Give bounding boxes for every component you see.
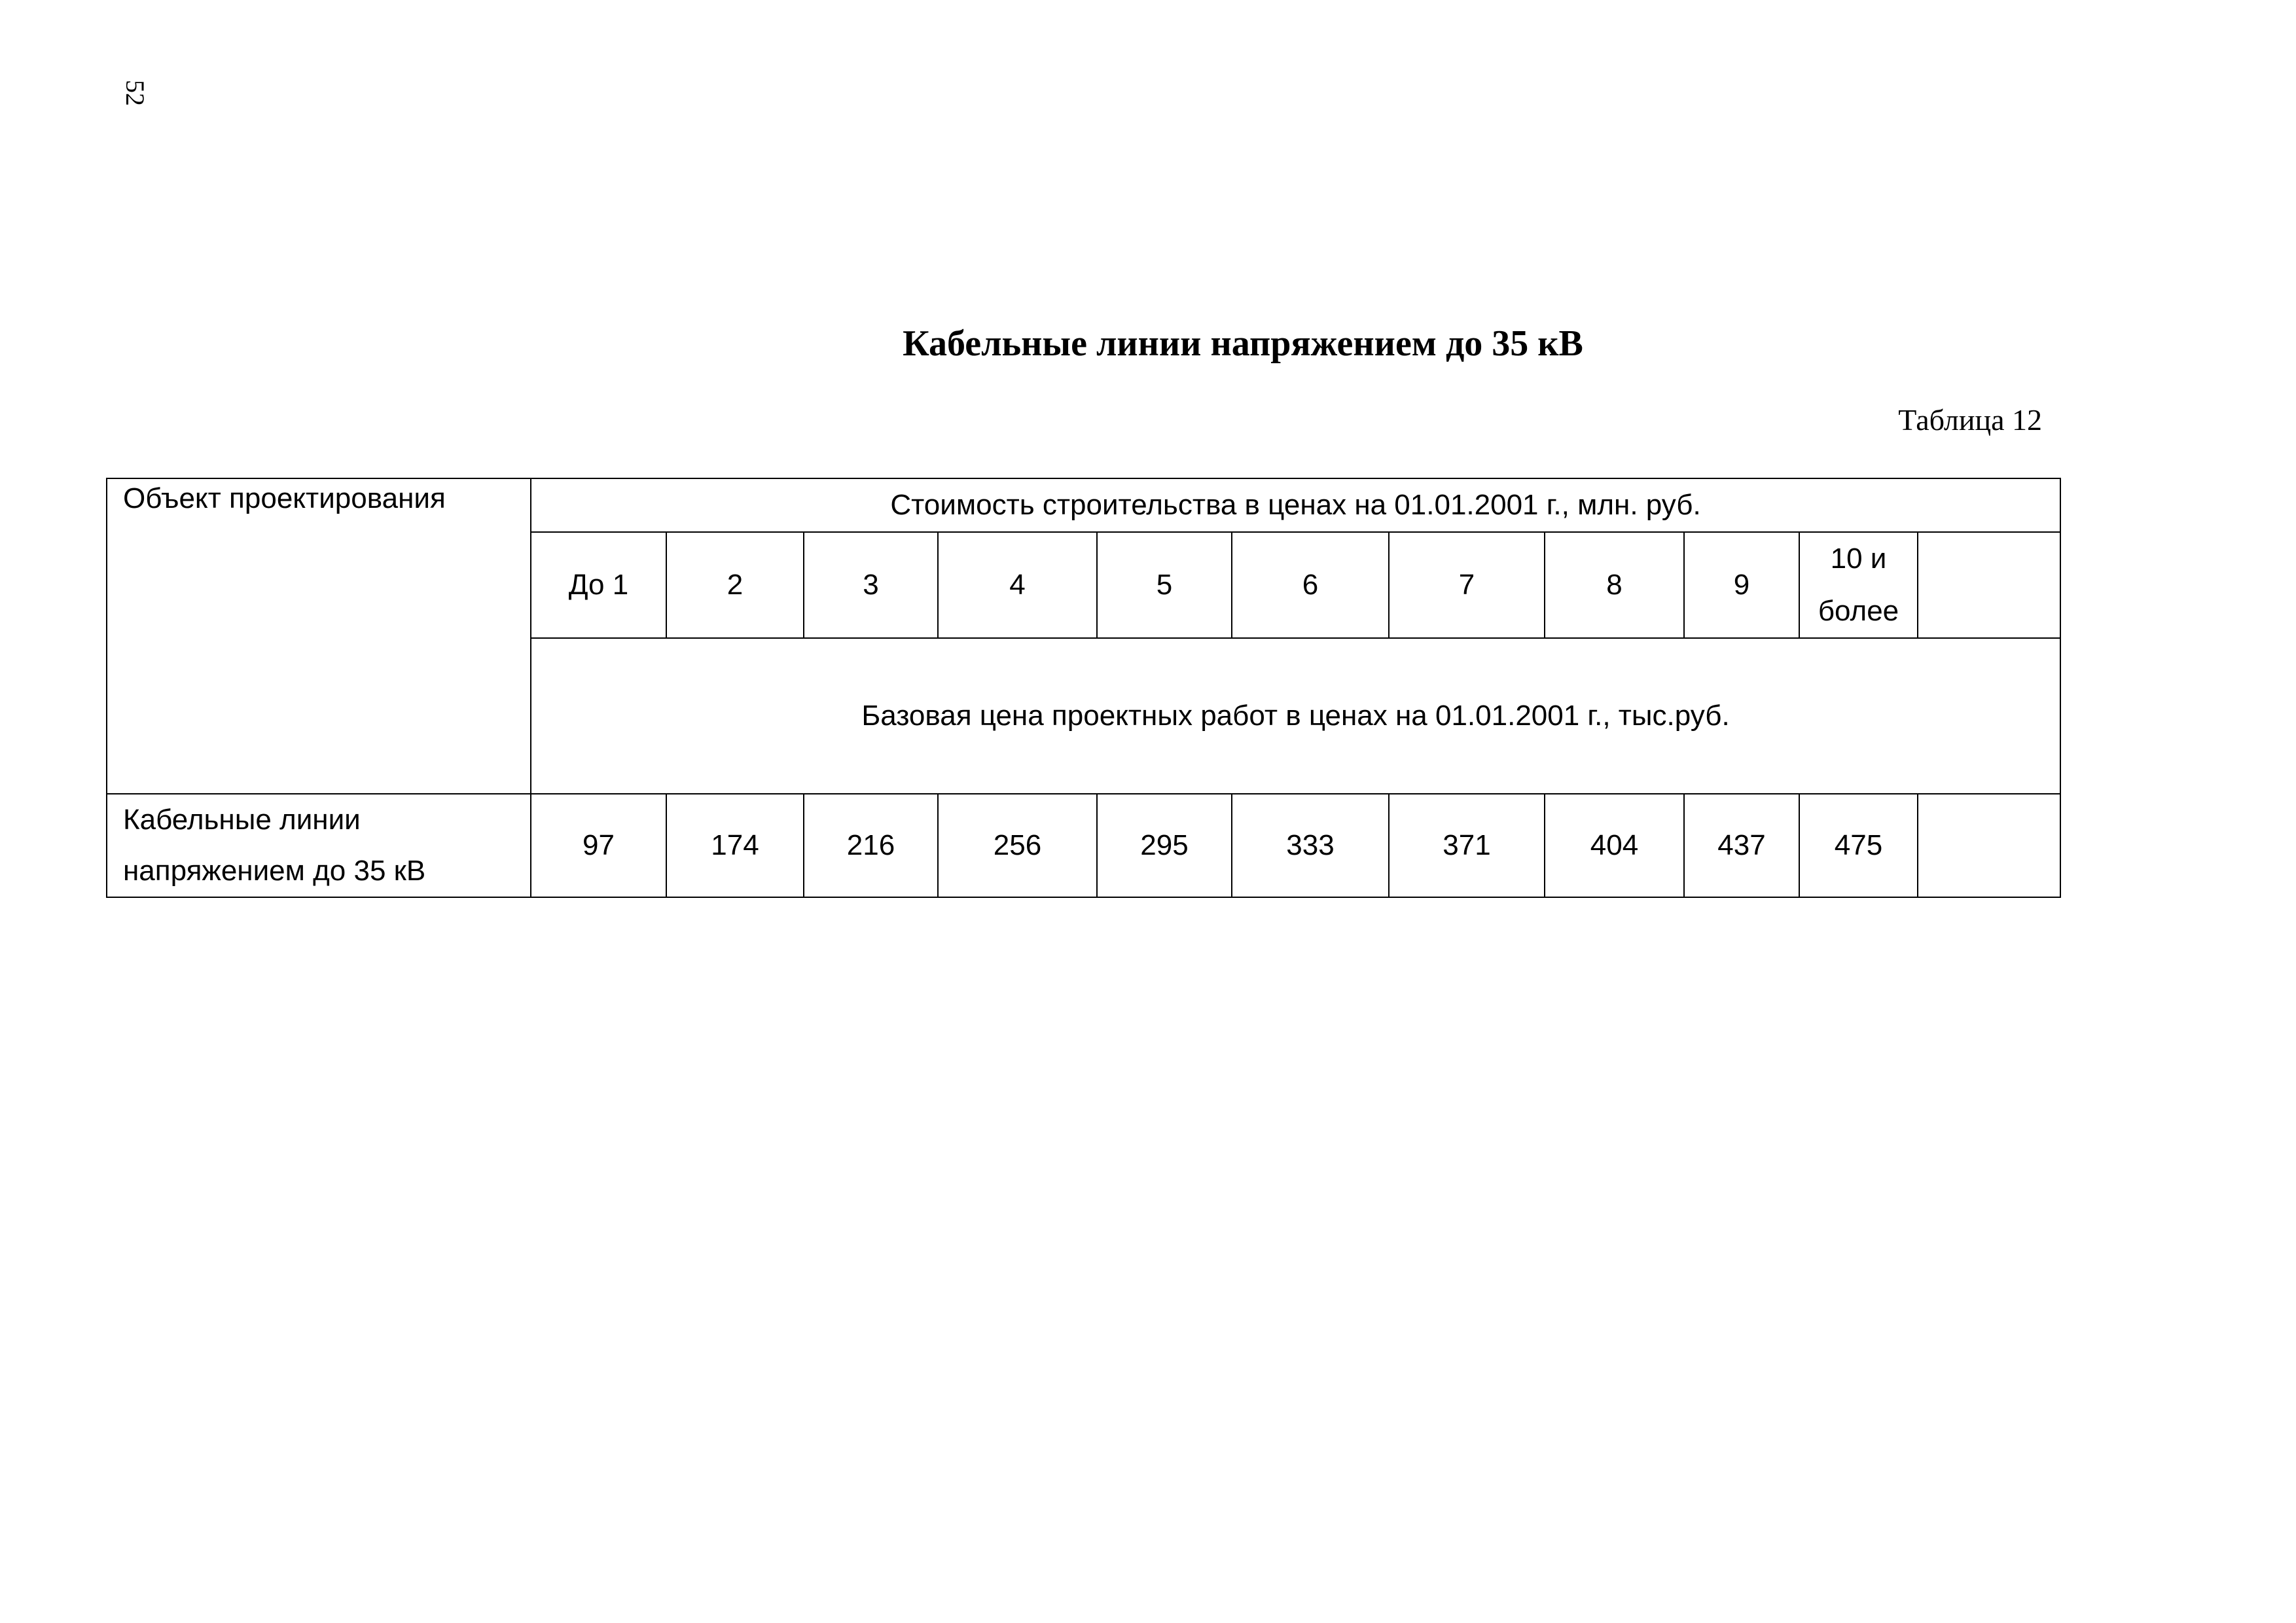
value-cell: 295 (1097, 794, 1232, 897)
range-cell (1918, 532, 2060, 638)
value-cell: 333 (1232, 794, 1389, 897)
object-header-cell: Объект проектирования (107, 478, 531, 794)
value-cell: 404 (1545, 794, 1684, 897)
range-cell: 7 (1389, 532, 1545, 638)
base-price-header-cell: Базовая цена проектных работ в ценах на 01.01.2001 г., тыс.руб. (531, 638, 2060, 794)
range-cell: 6 (1232, 532, 1389, 638)
table-row (107, 794, 2060, 897)
range-cell: 3 (804, 532, 938, 638)
value-cell: 371 (1389, 794, 1545, 897)
document-title: Кабельные линии напряжением до 35 кВ (903, 323, 1583, 364)
cost-header-cell: Стоимость строительства в ценах на 01.01.2001 г., млн. руб. (531, 478, 2060, 532)
page-number: 52 (120, 80, 150, 106)
range-cell: 8 (1545, 532, 1684, 638)
value-cell: 97 (531, 794, 666, 897)
range-cell: До 1 (531, 532, 666, 638)
range-cell: 9 (1684, 532, 1799, 638)
value-cell (1918, 794, 2060, 897)
range-cell: 4 (938, 532, 1097, 638)
price-table (106, 478, 2061, 898)
value-cell: 174 (666, 794, 804, 897)
value-cell: 475 (1799, 794, 1918, 897)
table-label: Таблица 12 (1898, 403, 2042, 437)
range-cell: 2 (666, 532, 804, 638)
range-cell: 5 (1097, 532, 1232, 638)
value-cell: 256 (938, 794, 1097, 897)
header-row (107, 478, 2060, 532)
value-cell: 437 (1684, 794, 1799, 897)
range-cell: 10 и более (1799, 532, 1918, 638)
value-cell: 216 (804, 794, 938, 897)
row-label-cell: Кабельные линии напряжением до 35 кВ (107, 794, 531, 897)
